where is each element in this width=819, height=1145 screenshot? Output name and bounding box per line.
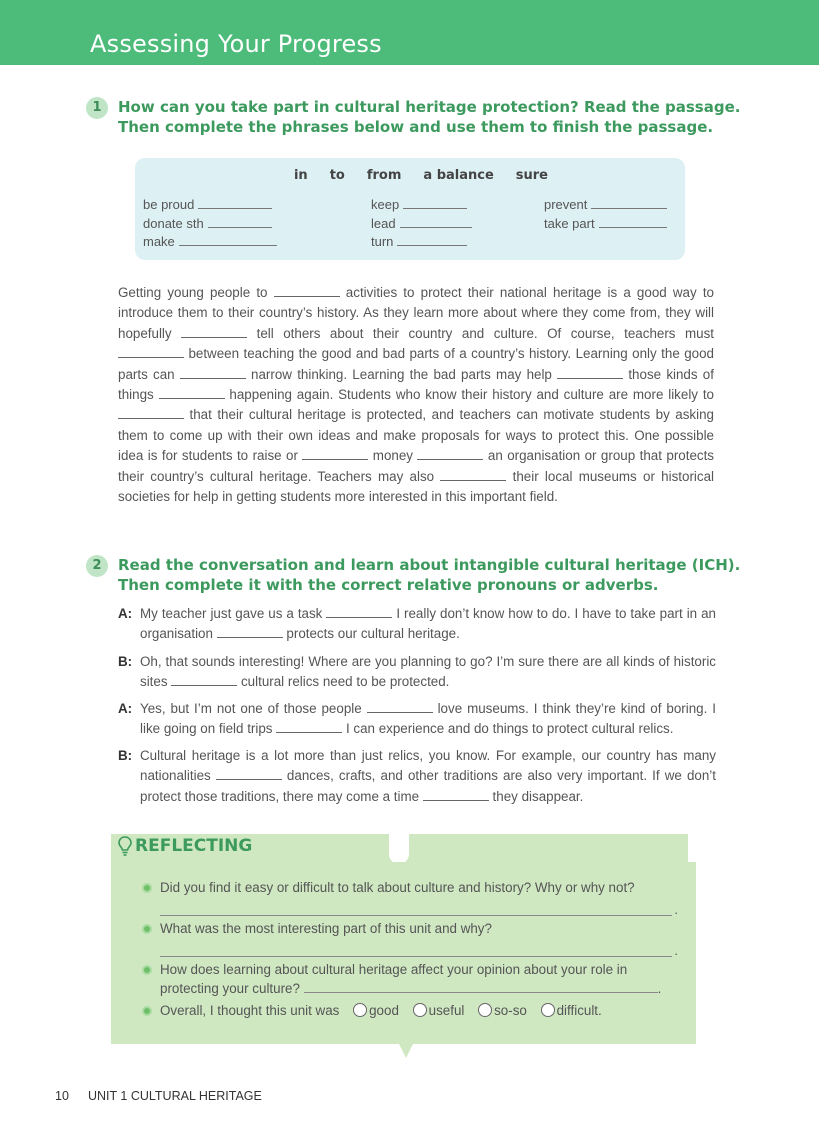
word-option: in: [293, 168, 308, 183]
dialogue-line: B: Oh, that sounds interesting! Where are you planning to go? I’m sure there are all kinds of historic sites cultural relics need to be protected.: [118, 654, 716, 690]
phrase-item: keep: [371, 196, 472, 215]
word-option: sure: [515, 168, 549, 183]
unit-label: UNIT 1 CULTURAL HERITAGE: [88, 1089, 262, 1103]
phrase-blank[interactable]: [400, 216, 472, 228]
word-box: [135, 158, 685, 260]
phrase-blank[interactable]: [179, 234, 277, 246]
dialogue-line: A: My teacher just gave us a task I really don’t know how to do. I have to take part in an organisation protects our cultural heritage.: [118, 606, 716, 642]
option-good: good: [369, 1003, 399, 1018]
dialogue-line: A: Yes, but I’m not one of those people love museums. I think they’re kind of boring. I like going on field trips I can experience and do things to protect cultural relics.: [118, 701, 717, 737]
answer-line[interactable]: [304, 981, 658, 993]
reflect-question-3: How does learning about cultural heritage affect your opinion about your role in protecting your culture? .: [142, 960, 672, 998]
phrase-column-1: [143, 196, 277, 252]
answer-blank[interactable]: [159, 388, 225, 399]
phrase-item: donate sth: [143, 215, 277, 234]
passage-text: Getting young people to activities to protect their national heritage is a good way to introduce them to their country’s history. As they learn more about where they come from, they will hopefully tell others about their country and culture. Of course, teachers must between teaching the good and bad parts of a country’s history. Learning only the good parts can narrow thinking. Learning the bad parts may help those kinds of things happening again. Students who know their history and culture are more likely to that their cultural heritage is protected, and teachers can motivate students by asking them to come up with their own ideas and make proposals for ways to protect this. One possible idea is for students to raise or money an organisation or group that protects their country’s cultural heritage. Teachers may also their local museums or historical societies for help in getting students more interested in this important field.: [118, 285, 715, 505]
word-option: from: [366, 168, 402, 183]
word-option: to: [329, 168, 345, 183]
word-option: a balance: [423, 168, 494, 183]
phrase-item: make: [143, 233, 277, 252]
phrase-item: turn: [371, 233, 472, 252]
reflecting-notch: [397, 1040, 415, 1058]
phrase-item: lead: [371, 215, 472, 234]
phrase-column-2: [371, 196, 472, 252]
speaker-label: A:: [118, 606, 133, 621]
reflecting-heading: [118, 836, 252, 856]
bullet-dot-icon: [142, 1006, 152, 1016]
answer-blank[interactable]: [276, 722, 342, 733]
bullet-dot-icon: [142, 924, 152, 934]
answer-blank[interactable]: [417, 449, 483, 460]
phrase-blank[interactable]: [198, 197, 272, 209]
header-banner: [0, 0, 819, 65]
phrase-blank[interactable]: [403, 197, 467, 209]
speaker-label: B:: [118, 654, 133, 669]
phrase-item: take part: [544, 215, 667, 234]
option-useful: useful: [428, 1003, 465, 1018]
radio-circle-icon[interactable]: [478, 1003, 492, 1017]
bullet-dot-icon: [142, 883, 152, 893]
answer-blank[interactable]: [118, 408, 184, 419]
radio-circle-icon[interactable]: [541, 1003, 555, 1017]
page-title: Assessing Your Progress: [90, 30, 382, 58]
radio-circle-icon[interactable]: [413, 1003, 427, 1017]
answer-blank[interactable]: [326, 607, 392, 618]
question-2-number: 2: [86, 555, 108, 577]
phrase-blank[interactable]: [208, 216, 272, 228]
phrase-item: be proud: [143, 196, 277, 215]
phrase-blank[interactable]: [591, 197, 667, 209]
answer-line[interactable]: [160, 938, 672, 957]
answer-blank[interactable]: [557, 368, 623, 379]
bullet-dot-icon: [142, 965, 152, 975]
question-2-title-line-1: Read the conversation and learn about intangible cultural heritage (ICH).: [118, 556, 741, 574]
speaker-label: B:: [118, 748, 133, 763]
question-2-title: [118, 555, 740, 595]
answer-blank[interactable]: [302, 449, 368, 460]
answer-blank[interactable]: [217, 627, 283, 638]
answer-blank[interactable]: [118, 347, 184, 358]
question-2-title-line-2: Then complete it with the correct relative pronouns or adverbs.: [118, 576, 659, 594]
answer-blank[interactable]: [274, 286, 340, 297]
answer-blank[interactable]: [367, 702, 433, 713]
dialogue-line: B: Cultural heritage is a lot more than just relics, you know. For example, our country has many nationalities dances, crafts, and other traditions are also very important. If we don’t protect those traditions, there may come a time they disappear.: [118, 748, 716, 804]
question-1-title-line-2: Then complete the phrases below and use them to finish the passage.: [118, 118, 714, 136]
reflecting-title: REFLECTING: [135, 836, 253, 856]
word-list: [135, 168, 685, 183]
answer-blank[interactable]: [423, 790, 489, 801]
phrase-blank[interactable]: [397, 234, 467, 246]
option-so-so: so-so: [494, 1003, 527, 1018]
answer-line[interactable]: [160, 897, 672, 916]
reflect-question-4: Overall, I thought this unit was good useful so-so difficult.: [142, 1001, 672, 1020]
answer-blank[interactable]: [440, 470, 506, 481]
radio-circle-icon[interactable]: [353, 1003, 367, 1017]
lightbulb-icon: [118, 836, 132, 856]
answer-blank[interactable]: [181, 327, 247, 338]
reflect-question-1: Did you find it easy or difficult to talk about culture and history? Why or why not? .: [142, 878, 672, 916]
page-number: 10: [55, 1089, 69, 1103]
question-1-title: [118, 97, 740, 137]
phrase-column-3: [544, 196, 667, 233]
question-1-number: 1: [86, 97, 108, 119]
phrase-item: prevent: [544, 196, 667, 215]
speaker-label: A:: [118, 701, 133, 716]
answer-blank[interactable]: [171, 675, 237, 686]
answer-blank[interactable]: [180, 368, 246, 379]
phrase-blank[interactable]: [599, 216, 667, 228]
question-1-title-line-1: How can you take part in cultural heritage protection? Read the passage.: [118, 98, 741, 116]
reflect-question-2: What was the most interesting part of this unit and why? .: [142, 919, 672, 957]
answer-blank[interactable]: [216, 769, 282, 780]
option-difficult: difficult.: [556, 1003, 602, 1018]
